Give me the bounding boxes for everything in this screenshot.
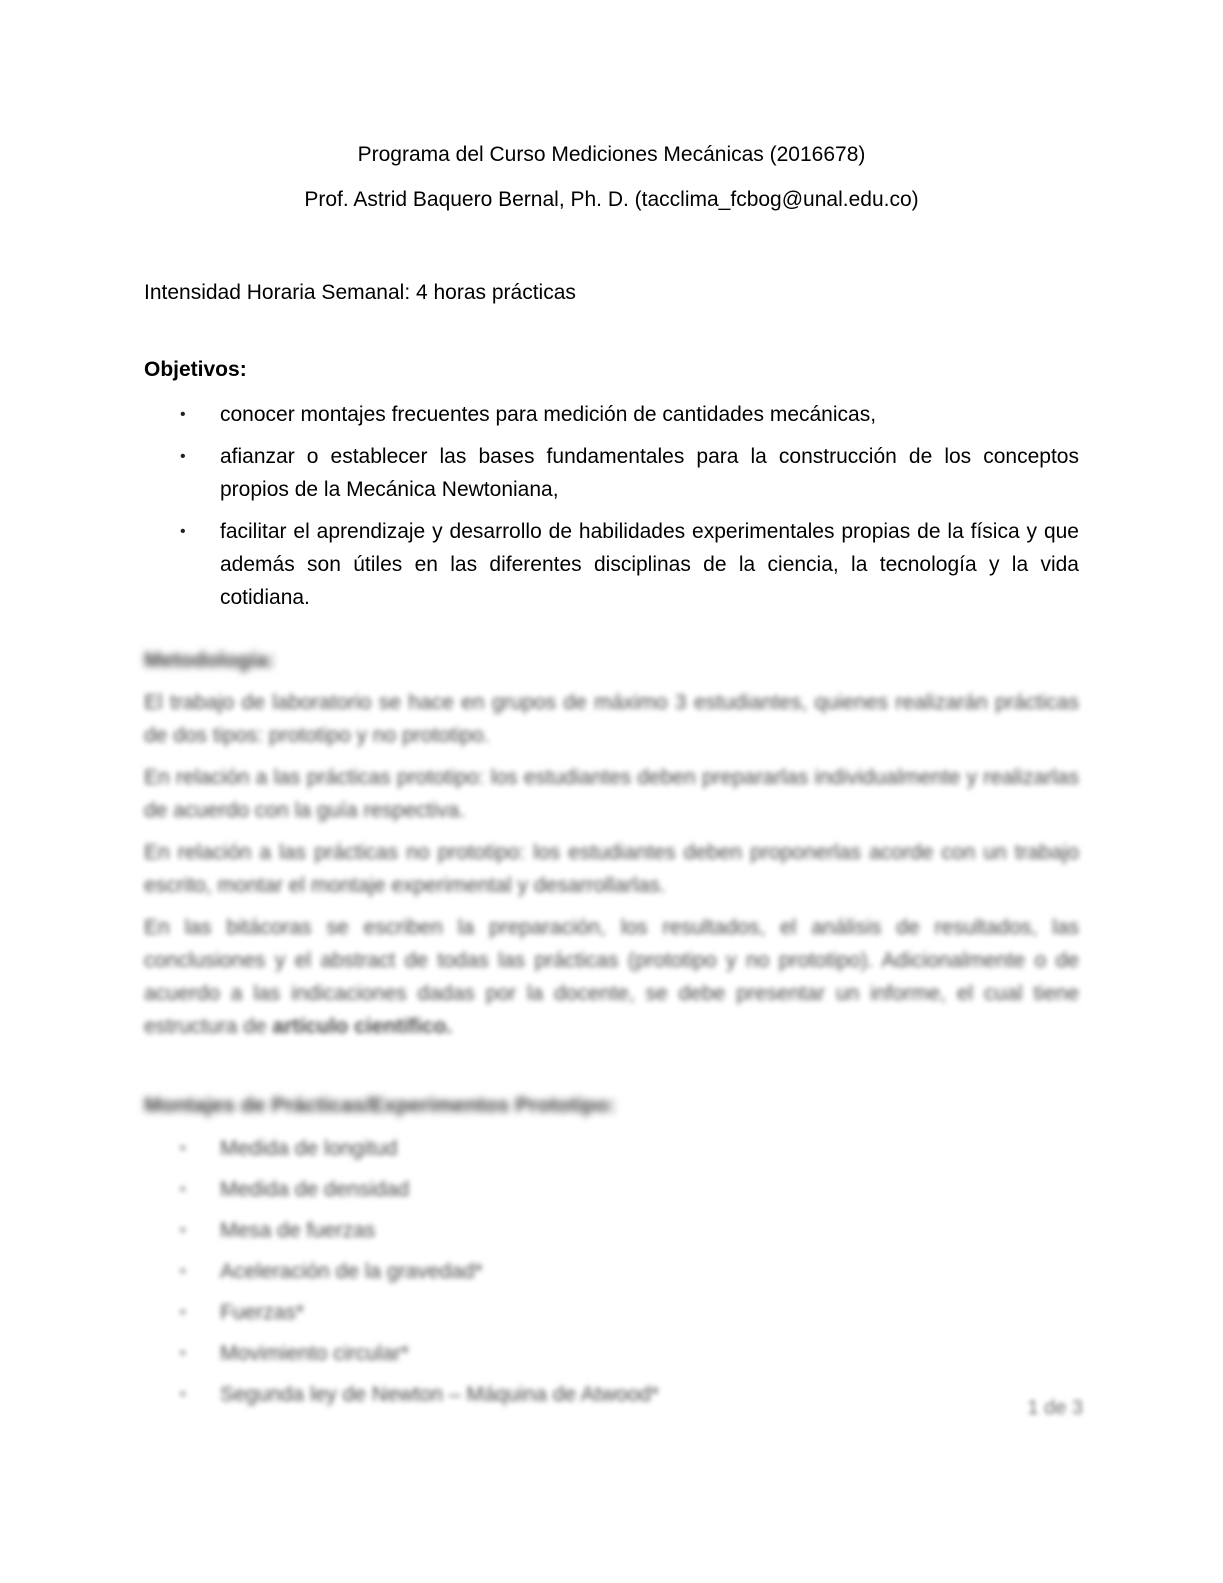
bullet-icon: • — [180, 1304, 186, 1321]
bullet-icon: • — [180, 1140, 186, 1157]
bullet-icon: • — [180, 1222, 186, 1239]
bullet-icon: • — [180, 523, 186, 540]
bullet-icon: • — [180, 406, 186, 423]
list-item — [180, 1173, 1079, 1206]
montage-text: Aceleración de la gravedad* — [220, 1260, 483, 1283]
bullet-icon: • — [180, 1181, 186, 1198]
montage-text: Segunda ley de Newton – Máquina de Atwood* — [220, 1383, 659, 1406]
montages-list — [144, 1132, 1079, 1411]
montage-text: Fuerzas* — [220, 1301, 305, 1324]
blurred-paragraph: El trabajo de laboratorio se hace en grupos de máximo 3 estudiantes, quienes realizarán prácticas de dos tipos: prototipo y no prototipo. — [144, 691, 1079, 747]
bullet-icon: • — [180, 1345, 186, 1362]
page-title: Programa del Curso Mediciones Mecánicas (2016678) — [357, 143, 866, 166]
professor-line: Prof. Astrid Baquero Bernal, Ph. D. (tacclima_fcbog@unal.edu.co) — [304, 188, 919, 211]
blurred-paragraph: En relación a las prácticas prototipo: los estudiantes deben prepararlas individualmente y realizarlas de acuerdo con la guía respectiva. — [144, 766, 1079, 822]
methodology-heading: Metodología: — [144, 649, 275, 672]
list-item — [180, 515, 1079, 614]
list-item — [180, 1378, 1079, 1411]
list-item — [180, 1296, 1079, 1329]
montage-text: Medida de longitud — [220, 1137, 398, 1160]
montages-section-blurred — [144, 1089, 1079, 1411]
montage-text: Movimiento circular* — [220, 1342, 410, 1365]
objectives-heading: Objetivos: — [144, 358, 247, 381]
montages-heading: Montajes de Prácticas/Experimentos Prototipo: — [144, 1094, 616, 1117]
objective-text: facilitar el aprendizaje y desarrollo de habilidades experimentales propias de la física y que además son útiles en las diferentes disciplinas de la ciencia, la tecnología y la vida cotidiana. — [220, 520, 1079, 609]
objectives-list — [144, 398, 1079, 614]
bullet-icon: • — [180, 448, 186, 465]
montage-text: Medida de densidad — [220, 1178, 410, 1201]
objective-text: conocer montajes frecuentes para medición de cantidades mecánicas, — [220, 403, 877, 426]
methodology-section-blurred — [144, 644, 1079, 1043]
list-item — [180, 1214, 1079, 1247]
bullet-icon: • — [180, 1386, 186, 1403]
list-item — [180, 1337, 1079, 1370]
blurred-paragraph — [144, 911, 1079, 1043]
montage-text: Mesa de fuerzas — [220, 1219, 376, 1242]
blurred-paragraph: En relación a las prácticas no prototipo: los estudiantes deben proponerlas acorde con un trabajo escrito, montar el montaje experimental y desarrollarlas. — [144, 841, 1079, 897]
list-item — [180, 1255, 1079, 1288]
list-item — [180, 1132, 1079, 1165]
page-number: 1 de 3 — [1027, 1397, 1083, 1419]
paragraph-text: En las bitácoras se escriben la preparación, los resultados, el análisis de resultados, las conclusiones y el abstract de todas las prácticas (prototipo y no prototipo). Adicionalmente o de acuerdo a las indicaciones dadas por la docente, se debe presentar un informe, el cual tiene estructura de — [144, 916, 1079, 1038]
objective-text: afianzar o establecer las bases fundamentales para la construcción de los conceptos propios de la Mecánica Newtoniana, — [220, 445, 1079, 501]
bullet-icon: • — [180, 1263, 186, 1280]
list-item — [180, 440, 1079, 506]
intensity-line: Intensidad Horaria Semanal: 4 horas prácticas — [144, 281, 576, 304]
paragraph-bold-text: artículo científico. — [272, 1015, 453, 1038]
list-item — [180, 398, 1079, 431]
